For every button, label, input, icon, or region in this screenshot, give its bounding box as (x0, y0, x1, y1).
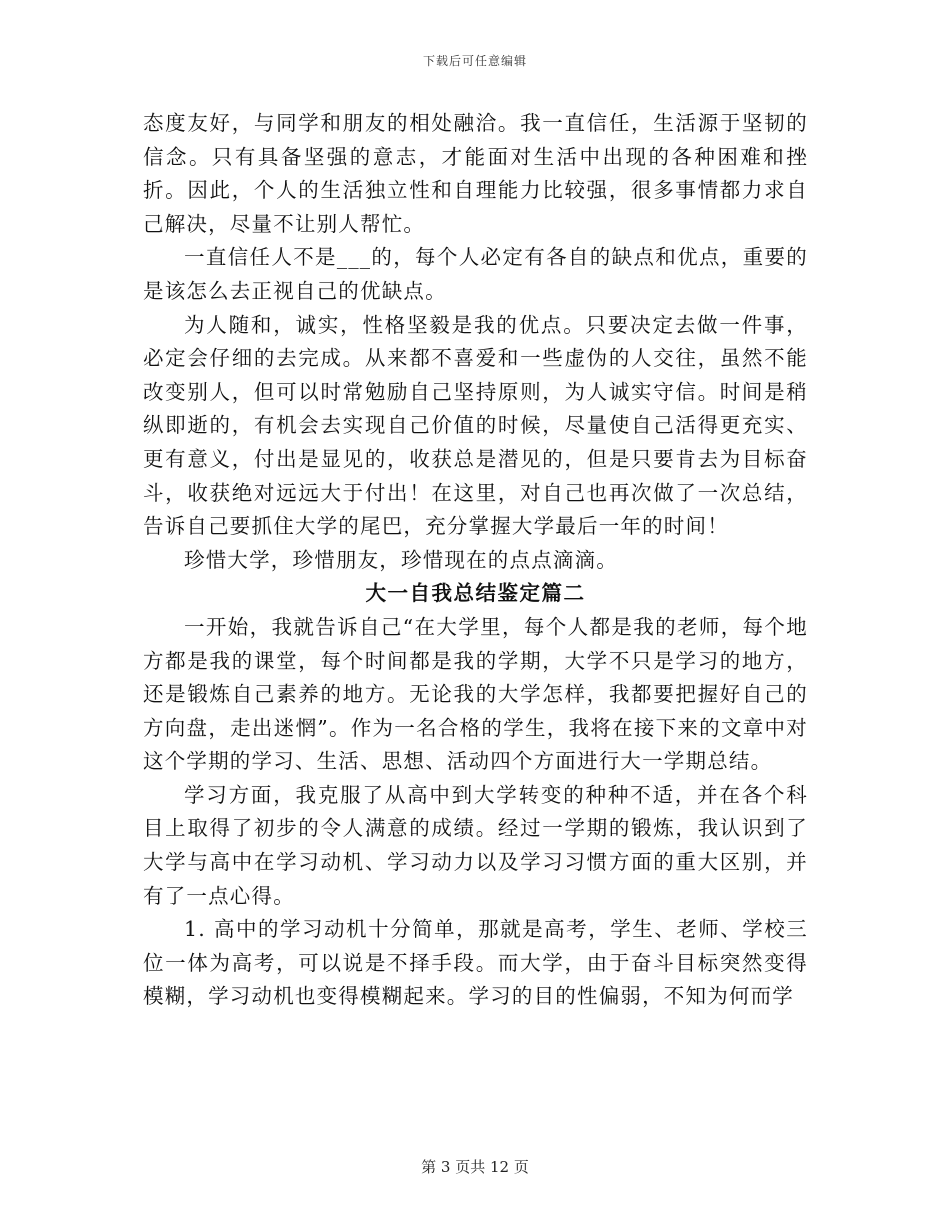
paragraph-6: 学习方面，我克服了从高中到大学转变的种种不适，并在各个科目上取得了初步的令人满意的成绩。经过一学期的锻炼，我认识到了大学与高中在学习动机、学习动力以及学习习惯方面的重大区别，并有了一点心得。 (143, 782, 808, 908)
page-header: 下载后可任意编辑 (422, 54, 527, 68)
page-number: 第 3 页共 12 页 (421, 1158, 529, 1176)
section-title: 大一自我总结鉴定篇二 (365, 581, 586, 606)
paragraph-7: 1. 高中的学习动机十分简单，那就是高考，学生、老师、学校三位一体为高考，可以说是不择手段。而大学，由于奋斗目标突然变得模糊，学习动机也变得模糊起来。学习的目的性偏弱，不知为何而学 (143, 917, 808, 1009)
document-body (143, 107, 808, 1014)
paragraph-1: 态度友好，与同学和朋友的相处融洽。我一直信任，生活源于坚韧的信念。只有具备坚强的意志，才能面对生活中出现的各种困难和挫折。因此，个人的生活独立性和自理能力比较强，很多事情都力求自己解决，尽量不让别人帮忙。 (143, 111, 808, 236)
paragraph-4: 珍惜大学，珍惜朋友，珍惜现在的点点滴滴。 (184, 547, 618, 572)
paragraph-2: 一直信任人不是___的，每个人必定有各自的缺点和优点，重要的是该怎么去正视自己的优缺点。 (143, 245, 808, 303)
paragraph-5: 一开始，我就告诉自己“在大学里，每个人都是我的老师，每个地方都是我的课堂，每个时间都是我的学期，大学不只是学习的地方，还是锻炼自己素养的地方。无论我的大学怎样，我都要把握好自己的方向盘，走出迷惘”。作为一名合格的学生，我将在接下来的文章中对这个学期的学习、生活、思想、活动四个方面进行大一学期总结。 (143, 614, 808, 774)
paragraph-3: 为人随和，诚实，性格坚毅是我的优点。只要决定去做一件事，必定会仔细的去完成。从来都不喜爱和一些虚伪的人交往，虽然不能改变别人，但可以时常勉励自己坚持原则，为人诚实守信。时间是稍纵即逝的，有机会去实现自己价值的时候，尽量使自己活得更充实、更有意义，付出是显见的，收获总是潜见的，但是只要肯去为目标奋斗，收获绝对远远大于付出！在这里，对自己也再次做了一次总结，告诉自己要抓住大学的尾巴，充分掌握大学最后一年的时间！ (143, 312, 808, 539)
